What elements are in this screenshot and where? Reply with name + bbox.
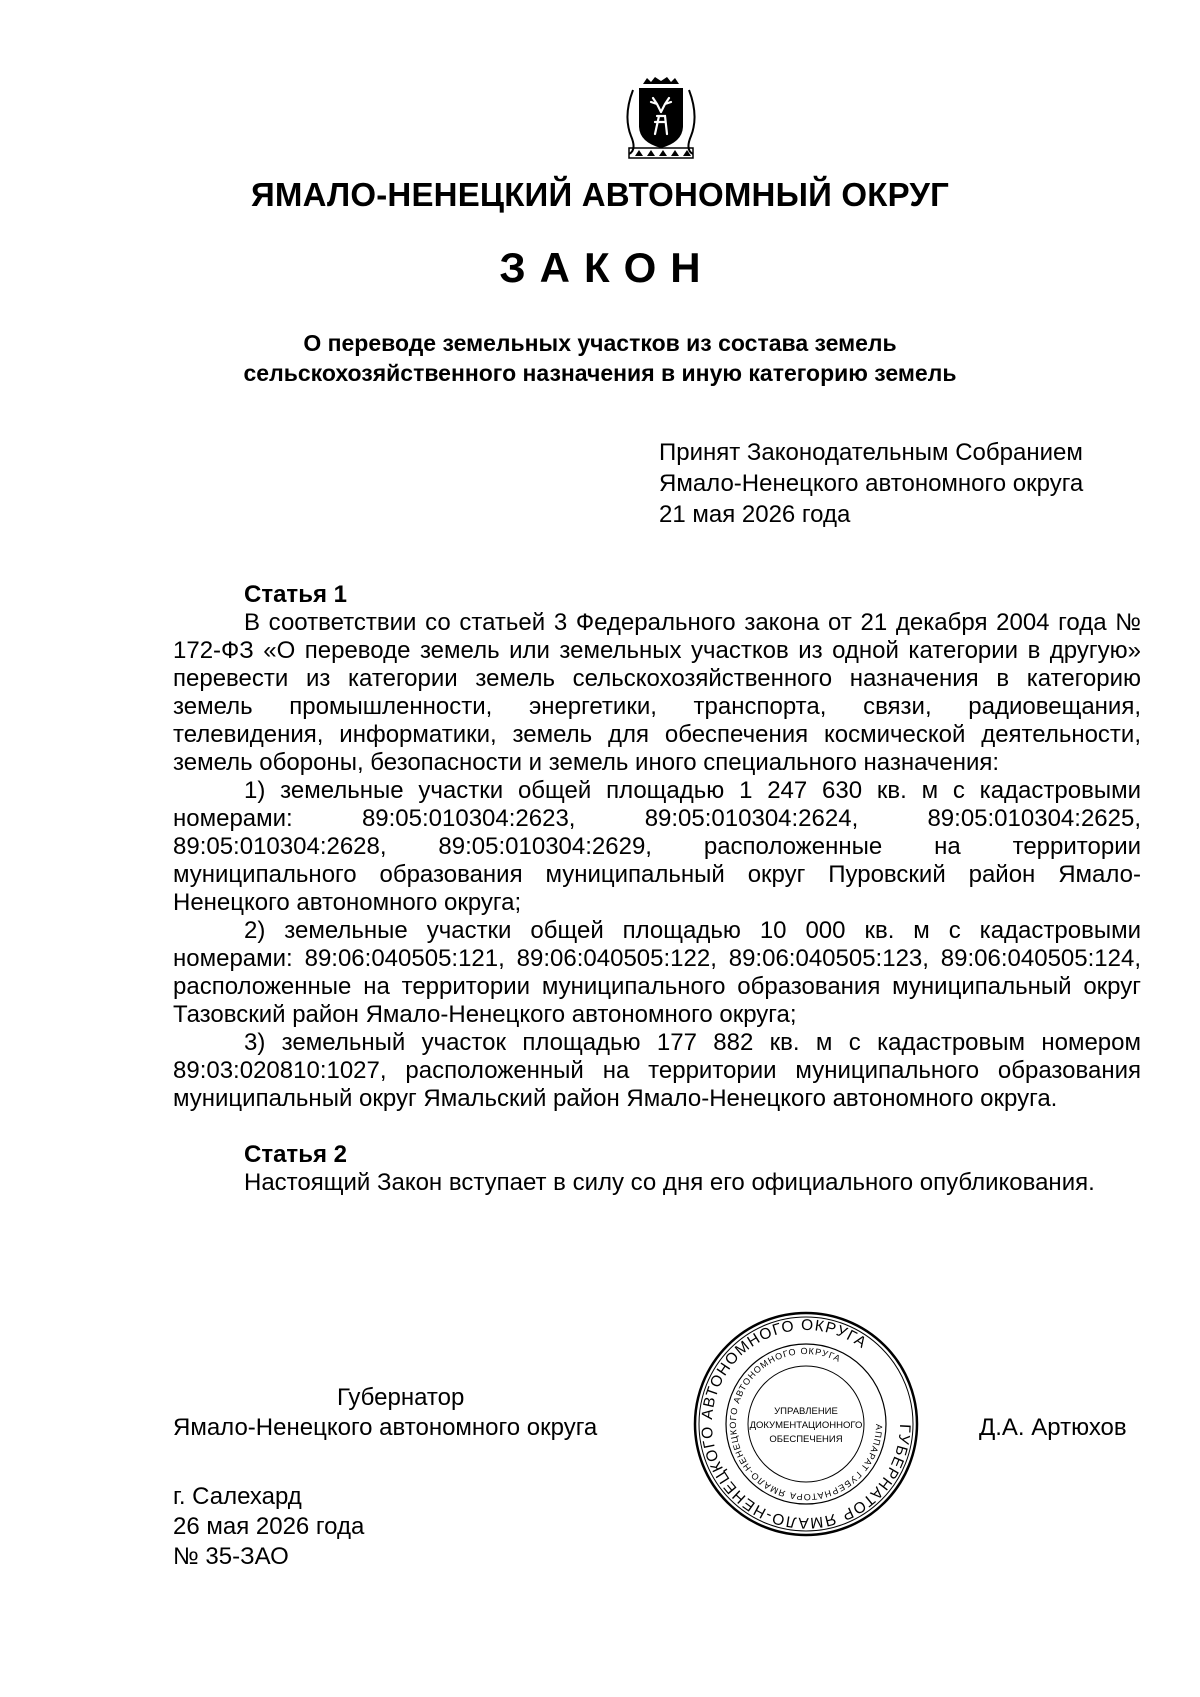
article-2-heading: Статья 2 xyxy=(244,1141,347,1168)
signing-date: 26 мая 2026 года xyxy=(173,1513,365,1540)
law-body xyxy=(173,581,1141,1197)
document-type: ЗАКОН xyxy=(499,244,715,291)
article-1-heading: Статья 1 xyxy=(244,581,347,608)
law-number: № 35-ЗАО xyxy=(173,1543,289,1570)
document-footer xyxy=(173,1482,364,1572)
law-title-line-2: сельскохозяйственного назначения в иную категорию земель xyxy=(243,360,957,386)
seal-center-line-1: УПРАВЛЕНИЕ xyxy=(774,1406,838,1417)
adoption-date: 21 мая 2026 года xyxy=(659,501,851,528)
adoption-line-1: Принят Законодательным Собранием xyxy=(659,439,1083,466)
region-title: ЯМАЛО-НЕНЕЦКИЙ АВТОНОМНЫЙ ОКРУГ xyxy=(250,176,950,213)
law-title xyxy=(0,328,1200,388)
signatory-title xyxy=(173,1383,597,1443)
article-1-paragraph-1: В соответствии со статьей 3 Федерального закона от 21 декабря 2004 года № 172-ФЗ «О переводе земель или земельных участков из одной категории в другую» перевести из категории земель сельскохозяйственного назначения в категорию земель промышленности, энергетики, транспорта, связи, радиовещания, телевидения, информатики, земель для обеспечения космической деятельности, земель обороны, безопасности и земель иного специального назначения: xyxy=(173,609,1141,776)
article-1-item-2: 2) земельные участки общей площадью 10 000 кв. м с кадастровыми номерами: 89:06:040505:121, 89:06:040505:122, 89:06:040505:123, 89:06:040505:124, расположенные на территории муниципального образования муниципальный округ Тазовский район Ямало-Ненецкого автономного округа; xyxy=(173,917,1141,1028)
coat-of-arms-emblem xyxy=(621,76,701,160)
law-title-line-1: О переводе земельных участков из состава земель xyxy=(303,330,897,356)
article-2-paragraph-1: Настоящий Закон вступает в силу со дня его официального опубликования. xyxy=(244,1169,1095,1196)
article-1-item-3: 3) земельный участок площадью 177 882 кв. м с кадастровым номером 89:03:020810:1027, расположенный на территории муниципального образования муниципальный округ Ямальский район Ямало-Ненецкого автономного округа. xyxy=(173,1029,1141,1112)
adoption-line-2: Ямало-Ненецкого автономного округа xyxy=(659,470,1084,497)
signatory-title-line-1: Губернатор xyxy=(337,1384,465,1411)
official-seal xyxy=(692,1310,920,1538)
seal-center-line-2: ДОКУМЕНТАЦИОННОГО xyxy=(749,1420,863,1431)
seal-center-line-3: ОБЕСПЕЧЕНИЯ xyxy=(769,1434,843,1445)
adoption-block xyxy=(659,437,1083,530)
article-1-item-1: 1) земельные участки общей площадью 1 247 630 кв. м с кадастровыми номерами: 89:05:010304:2623, 89:05:010304:2624, 89:05:010304:2625, 89:05:010304:2628, 89:05:010304:2629, расположенные на территории муниципального образования муниципальный округ Пуровский район Ямало-Ненецкого автономного округа; xyxy=(173,777,1141,916)
seal-outer-text: ГУБЕРНАТОР ЯМАЛО-НЕНЕЦКОГО АВТОНОМНОГО ОКРУГА xyxy=(698,1316,914,1532)
signatory-title-line-2: Ямало-Ненецкого автономного округа xyxy=(173,1414,598,1441)
seal-inner-text: АППАРАТ ГУБЕРНАТОРА ЯМАЛО-НЕНЕЦКОГО АВТОНОМНОГО ОКРУГА xyxy=(727,1345,885,1503)
signing-place: г. Салехард xyxy=(173,1483,302,1510)
signatory-name: Д.А. Артюхов xyxy=(979,1414,1127,1441)
